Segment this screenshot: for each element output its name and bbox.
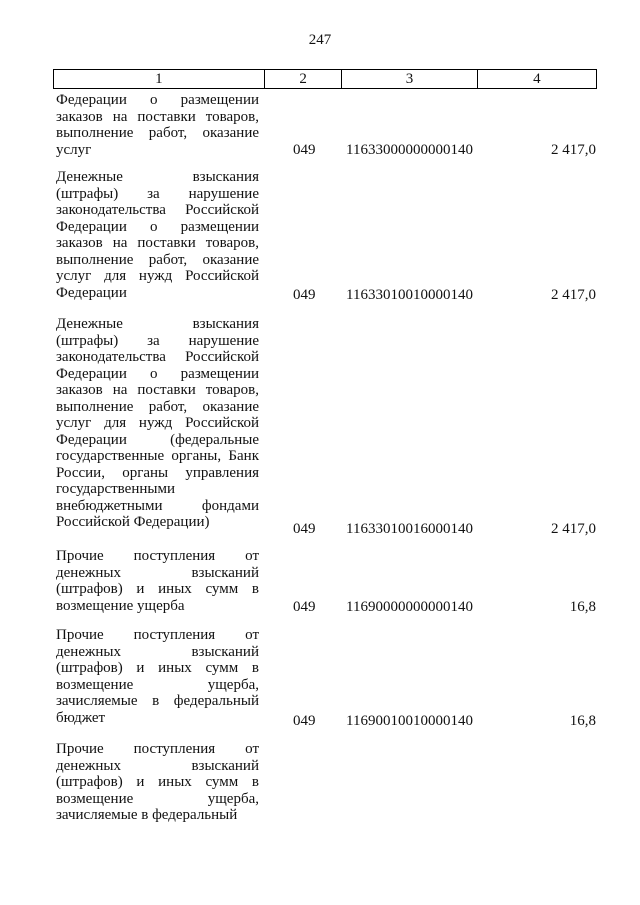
row-code: 049 [293,599,316,615]
header-col-1: 1 [54,70,265,88]
row-sum: 2 417,0 [551,142,596,158]
table-row [56,316,596,539]
row-code: 049 [293,287,316,303]
page-number: 247 [308,32,332,48]
row-kbk: 11633010010000140 [346,287,473,303]
row-code: 049 [293,142,316,158]
row-description: Денежные взыскания (штрафы) за нарушение законодательства Российской Федерации о размещении заказов на поставки товаров, выполнение работ, оказание услуг для нужд Российской Федерации (федеральные государственные органы, Банк России, органы управления государственными внебюджетными фондами Российской Федерации) [56,316,259,530]
row-kbk: 11690000000000140 [346,599,473,615]
table-header [53,69,597,89]
row-code: 049 [293,713,316,729]
row-sum: 16,8 [569,713,596,729]
table-row [56,169,596,304]
row-description: Прочие поступления от денежных взысканий (штрафов) и иных сумм в возмещение ущерба [56,548,259,614]
table-row [56,627,596,730]
header-col-2: 2 [265,70,343,88]
row-description: Прочие поступления от денежных взысканий (штрафов) и иных сумм в возмещение ущерба, зачисляемые в федеральный бюджет [56,627,259,726]
header-col-4: 4 [533,71,541,87]
row-sum: 2 417,0 [551,521,596,537]
row-kbk: 11633010016000140 [346,521,473,537]
row-sum: 16,8 [569,599,596,615]
row-description: Денежные взыскания (штрафы) за нарушение законодательства Российской Федерации о размещении заказов на поставки товаров, выполнение работ, оказание услуг для нужд Российской Федерации [56,169,259,301]
row-kbk: 11633000000000140 [346,142,473,158]
header-col-3: 3 [342,70,477,88]
row-sum: 2 417,0 [551,287,596,303]
row-description: Прочие поступления от денежных взысканий (штрафов) и иных сумм в возмещение ущерба, зачисляемые в федеральный [56,741,259,823]
table-row [56,548,596,617]
row-description: Федерации о размещении заказов на поставки товаров, выполнение работ, оказание услуг [56,92,259,158]
row-kbk: 11690010010000140 [346,713,473,729]
row-code: 049 [293,521,316,537]
table-row [56,741,596,827]
table-row [56,92,596,158]
